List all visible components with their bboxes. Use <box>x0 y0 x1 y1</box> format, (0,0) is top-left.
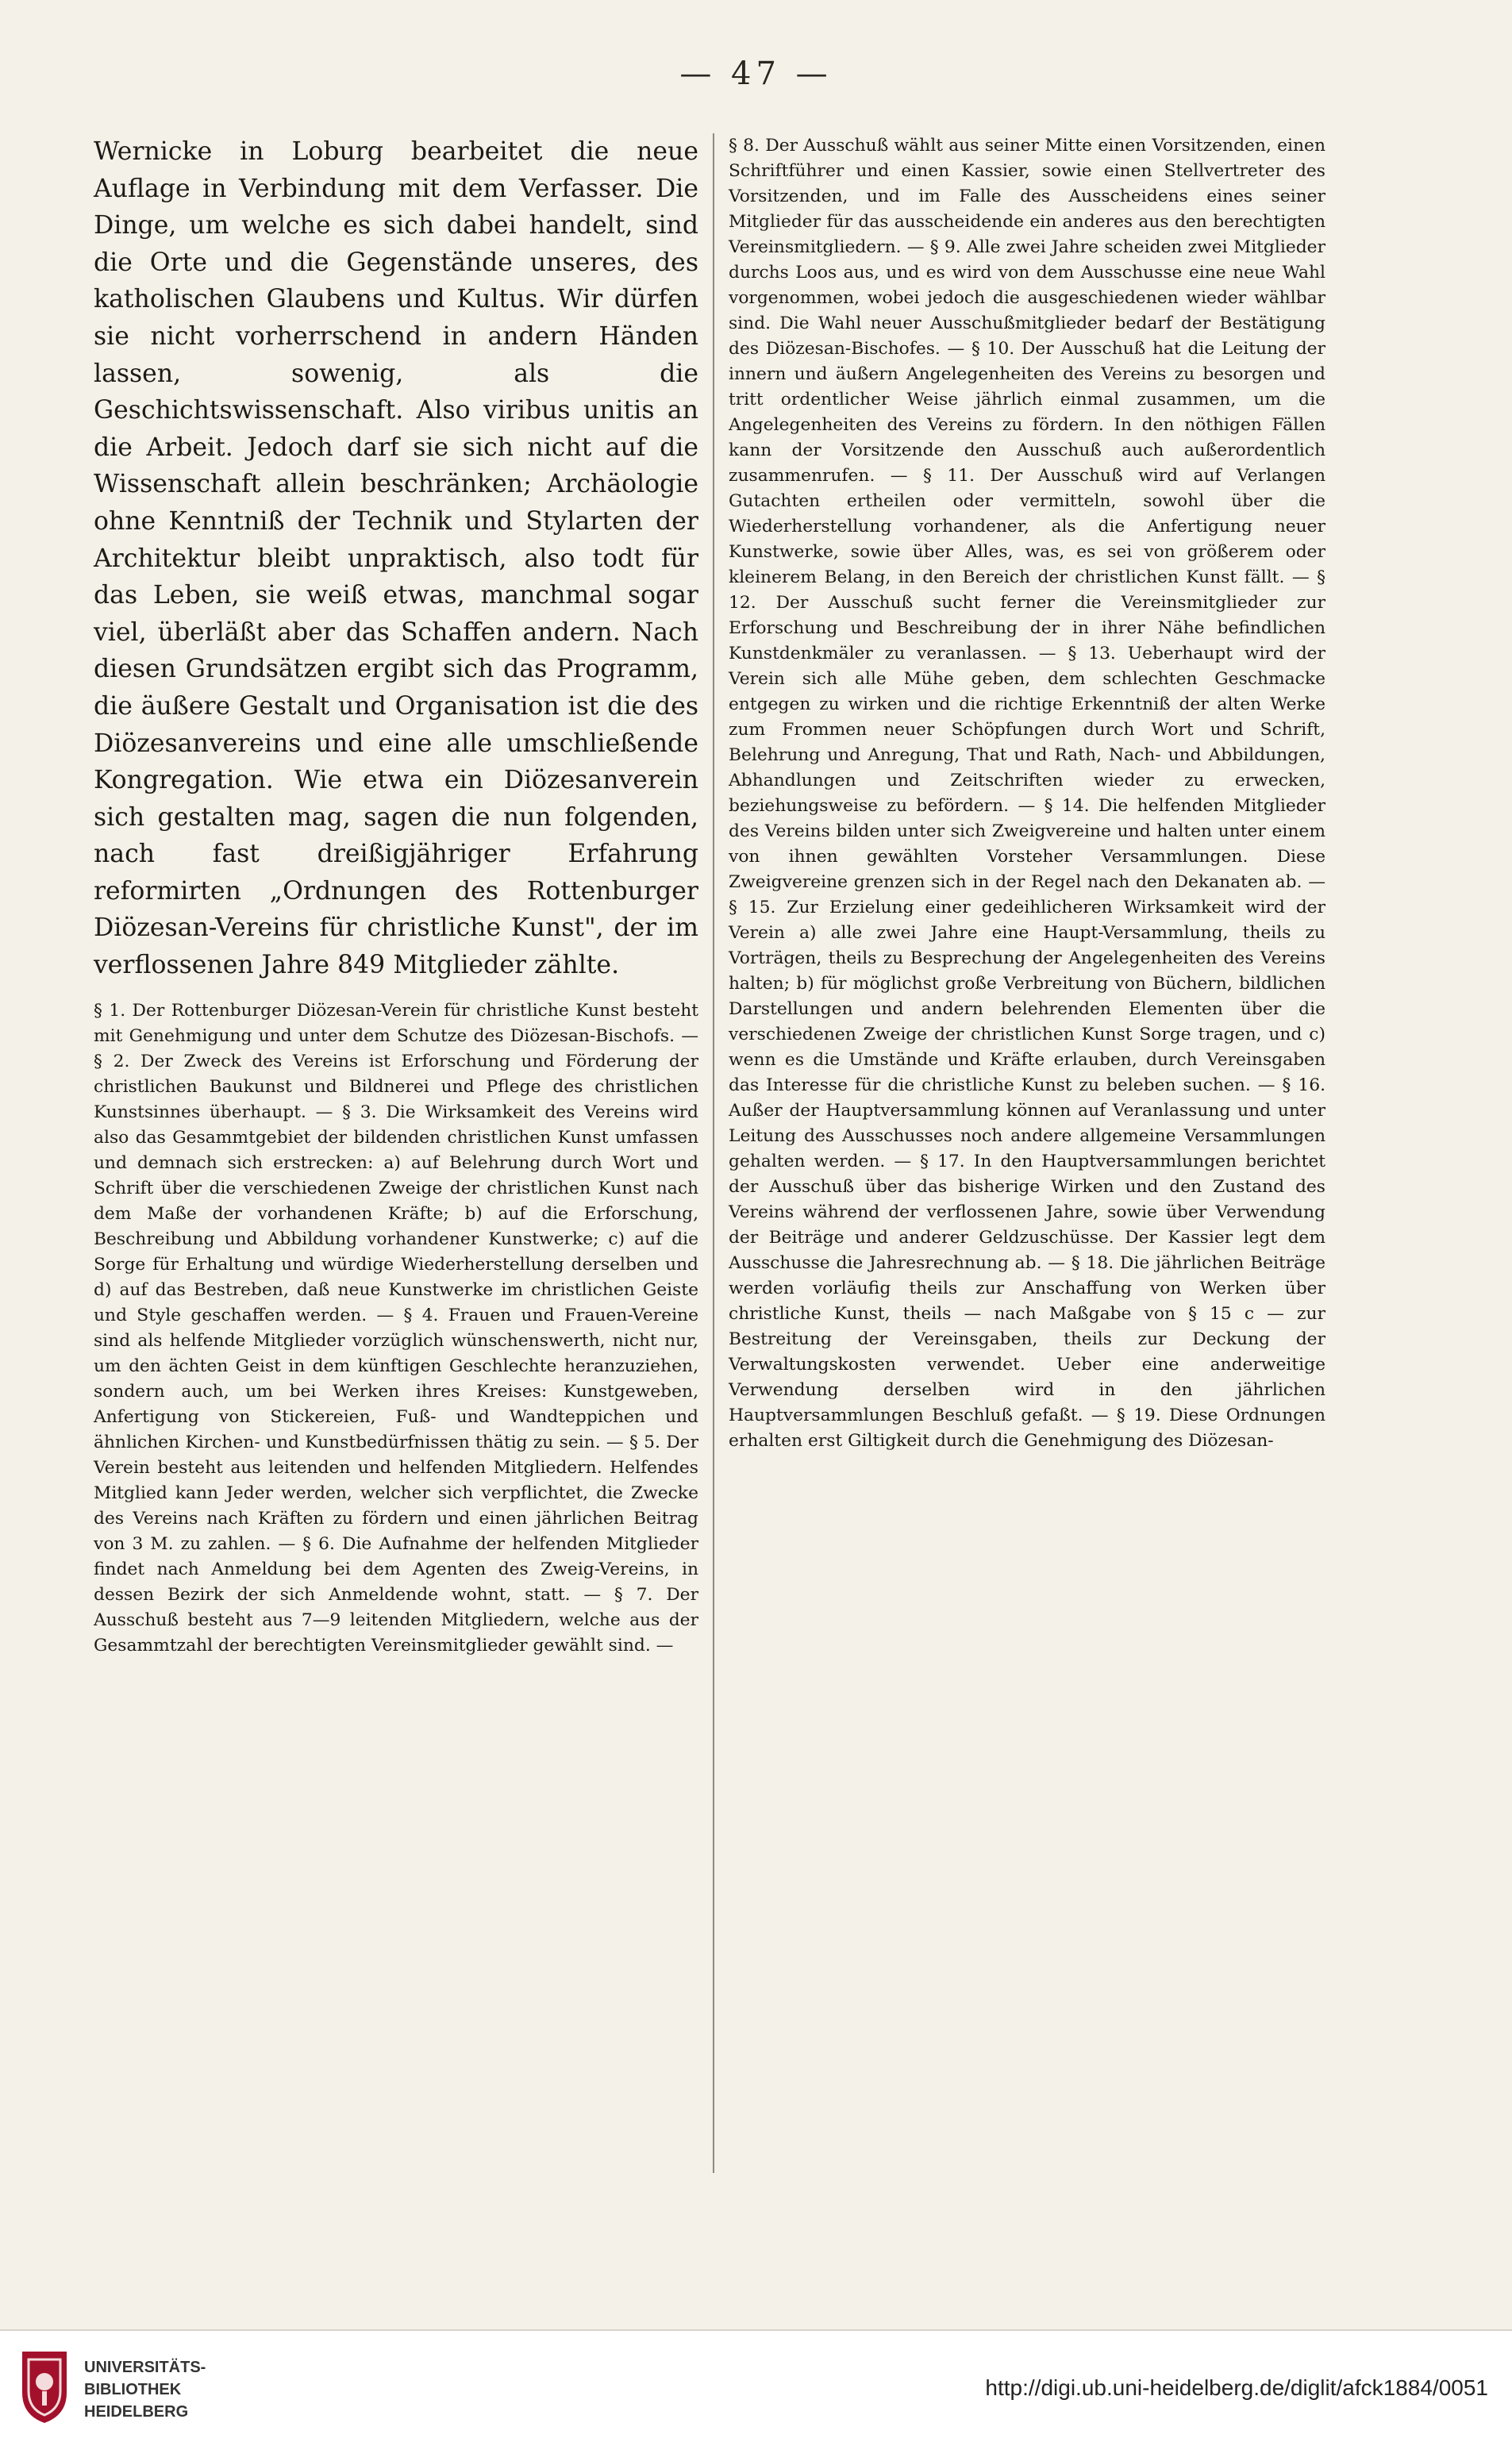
page-number: — 47 — <box>679 56 833 92</box>
footer-bar <box>0 2329 1512 2446</box>
footer-divider <box>0 2329 1512 2331</box>
library-name-line: HEIDELBERG <box>84 2403 189 2421</box>
right-column <box>729 133 1325 1454</box>
university-seal-icon <box>17 2347 71 2426</box>
statutes-paragraph-left: § 1. Der Rottenburger Diözesan-Verein für christliche Kunst besteht mit Genehmigung und unter dem Schutze des Diözesan-Bischofs. — § 2. Der Zweck des Vereins ist Erforschung und Förderung der christlichen Baukunst und Bildnerei und Pflege des christlichen Kunstsinnes überhaupt. — § 3. Die Wirksamkeit des Vereins wird also das Gesammtgebiet der bildenden christlichen Kunst umfassen und demnach sich erstrecken: a) auf Belehrung durch Wort und Schrift über die verschiedenen Zweige der christlichen Kunst nach dem Maße der vorhandenen Kräfte; b) auf die Erforschung, Beschreibung und Abbildung vorhandener Kunstwerke; c) auf die Sorge für Erhaltung und würdige Wiederherstellung derselben und d) auf das Bestreben, daß neue Kunstwerke im christlichen Geiste und Style geschaffen werden. — § 4. Frauen und Frauen-Vereine sind als helfende Mitglieder vorzüglich wünschenswerth, nicht nur, um den ächten Geist in dem künftigen Geschlechte heranzuziehen, sondern auch, um bei Werken ihres Kreises: Kunstgeweben, Anfertigung von Stickereien, Fuß- und Wandteppichen und ähnlichen Kirchen- und Kunstbedürfnissen thätig zu sein. — § 5. Der Verein besteht aus leitenden und helfenden Mitgliedern. Helfendes Mitglied kann Jeder werden, welcher sich verpflichtet, die Zwecke des Vereins nach Kräften zu fördern und einen jährlichen Beitrag von 3 M. zu zahlen. — § 6. Die Aufnahme der helfenden Mitglieder findet nach Anmeldung bei dem Agenten des Zweig-Vereins, in dessen Bezirk der sich Anmeldende wohnt, statt. — § 7. Der Ausschuß besteht aus 7—9 leitenden Mitgliedern, welche aus der Gesammtzahl der berechtigten Vereinsmitglieder gewählt sind. — <box>94 1000 698 1656</box>
intro-paragraph: Wernicke in Loburg bearbeitet die neue Auflage in Verbindung mit dem Verfasser. Die Dinge, um welche es sich dabei handelt, sind die Orte und die Gegenstände unseres, des katholischen Glaubens und Kultus. Wir dürfen sie nicht vorherrschend in andern Händen lassen, sowenig, als die Geschichtswissenschaft. Also viribus unitis an die Arbeit. Jedoch darf sie sich nicht auf die Wissenschaft allein beschränken; Archäologie ohne Kenntniß der Technik und Stylarten der Architektur bleibt unpraktisch, also todt für das Leben, sie weiß etwas, manchmal sogar viel, überläßt aber das Schaffen andern. Nach diesen Grundsätzen ergibt sich das Programm, die äußere Gestalt und Organisation ist die des Diözesanvereins und eine alle umschließende Kongregation. Wie etwa ein Diözesanverein sich gestalten mag, sagen die nun folgenden, nach fast dreißigjähriger Erfahrung reformirten „Ordnungen des Rottenburger Diözesan-Vereins für christliche Kunst", der im verflossenen Jahre 849 Mitglieder zählte. <box>94 137 698 980</box>
permalink-url[interactable]: http://digi.ub.uni-heidelberg.de/diglit/afck1884/0051 <box>985 2375 1488 2400</box>
library-name-line: BIBLIOTHEK <box>84 2381 182 2398</box>
statutes-paragraph-right: § 8. Der Ausschuß wählt aus seiner Mitte einen Vorsitzenden, einen Schriftführer und einen Kassier, sowie einen Stellvertreter des Vorsitzenden, und im Falle des Ausscheidens eines seiner Mitglieder für das ausscheidende ein anderes aus den berechtigten Vereinsmitgliedern. — § 9. Alle zwei Jahre scheiden zwei Mitglieder durchs Loos aus, und es wird von dem Ausschusse eine neue Wahl vorgenommen, wobei jedoch die ausgeschiedenen wieder wählbar sind. Die Wahl neuer Ausschußmitglieder bedarf der Bestätigung des Diözesan-Bischofes. — § 10. Der Ausschuß hat die Leitung der innern und äußern Angelegenheiten des Vereins zu besorgen und tritt ordentlicher Weise jährlich einmal zusammen, um die Angelegenheiten des Vereins zu fördern. In den nöthigen Fällen kann der Vorsitzende den Ausschuß auch außerordentlich zusammenrufen. — § 11. Der Ausschuß wird auf Verlangen Gutachten ertheilen oder vermitteln, sowohl über die Wiederherstellung vorhandener, als die Anfertigung neuer Kunstwerke, sowie über Alles, was, es sei von größerem oder kleinerem Belang, in den Bereich der christlichen Kunst fällt. — § 12. Der Ausschuß sucht ferner die Vereinsmitglieder zur Erforschung und Beschreibung der in ihrer Nähe befindlichen Kunstdenkmäler zu veranlassen. — § 13. Ueberhaupt wird der Verein sich alle Mühe geben, dem schlechten Geschmacke entgegen zu wirken und die richtige Erkenntniß der alten Werke zum Frommen neuer Schöpfungen durch Wort und Schrift, Belehrung und Anregung, That und Rath, Nach- und Abbildungen, Abhandlungen und Zeitschriften wieder zu erwecken, beziehungsweise zu befördern. — § 14. Die helfenden Mitglieder des Vereins bilden unter sich Zweigvereine und halten unter einem von ihnen gewählten Vorsteher Versammlungen. Diese Zweigvereine grenzen sich in der Regel nach den Dekanaten ab. — § 15. Zur Erzielung einer gedeihlicheren Wirksamkeit wird der Verein a) alle zwei Jahre eine Haupt-Versammlung, theils zu Vorträgen, theils zu Besprechung der Angelegenheiten des Vereins halten; b) für möglichst große Verbreitung von Büchern, bildlichen Darstellungen und andern belehrenden Elementen über die verschiedenen Zweige der christlichen Kunst Sorge tragen, und c) wenn es die Umstände und Kräfte erlauben, durch Vereinsgaben das Interesse für die christliche Kunst zu beleben suchen. — § 16. Außer der Hauptversammlung können auf Veranlassung und unter Leitung des Ausschusses noch andere allgemeine Versammlungen gehalten werden. — § 17. In den Hauptversammlungen berichtet der Ausschuß über das bisherige Wirken und den Zustand des Vereins während der verflossenen Jahre, sowie über Verwendung der Beiträge und anderer Geldzuschüsse. Der Kassier legt dem Ausschusse die Jahresrechnung ab. — § 18. Die jährlichen Beiträge werden vorläufig theils zur Anschaffung von Werken über christliche Kunst, theils — nach Maßgabe von § 15 c — zur Bestreitung der Vereinsgaben, theils zur Deckung der Verwaltungskosten verwendet. Ueber eine anderweitige Verwendung derselben wird in den jährlichen Hauptversammlungen Beschluß gefaßt. — § 19. Diese Ordnungen erhalten erst Giltigkeit durch die Genehmigung des Diözesan- <box>729 136 1325 1451</box>
column-divider <box>713 133 714 2173</box>
library-name-line: UNIVERSITÄTS- <box>84 2359 206 2376</box>
library-name <box>84 2356 206 2423</box>
left-column <box>94 133 698 1659</box>
